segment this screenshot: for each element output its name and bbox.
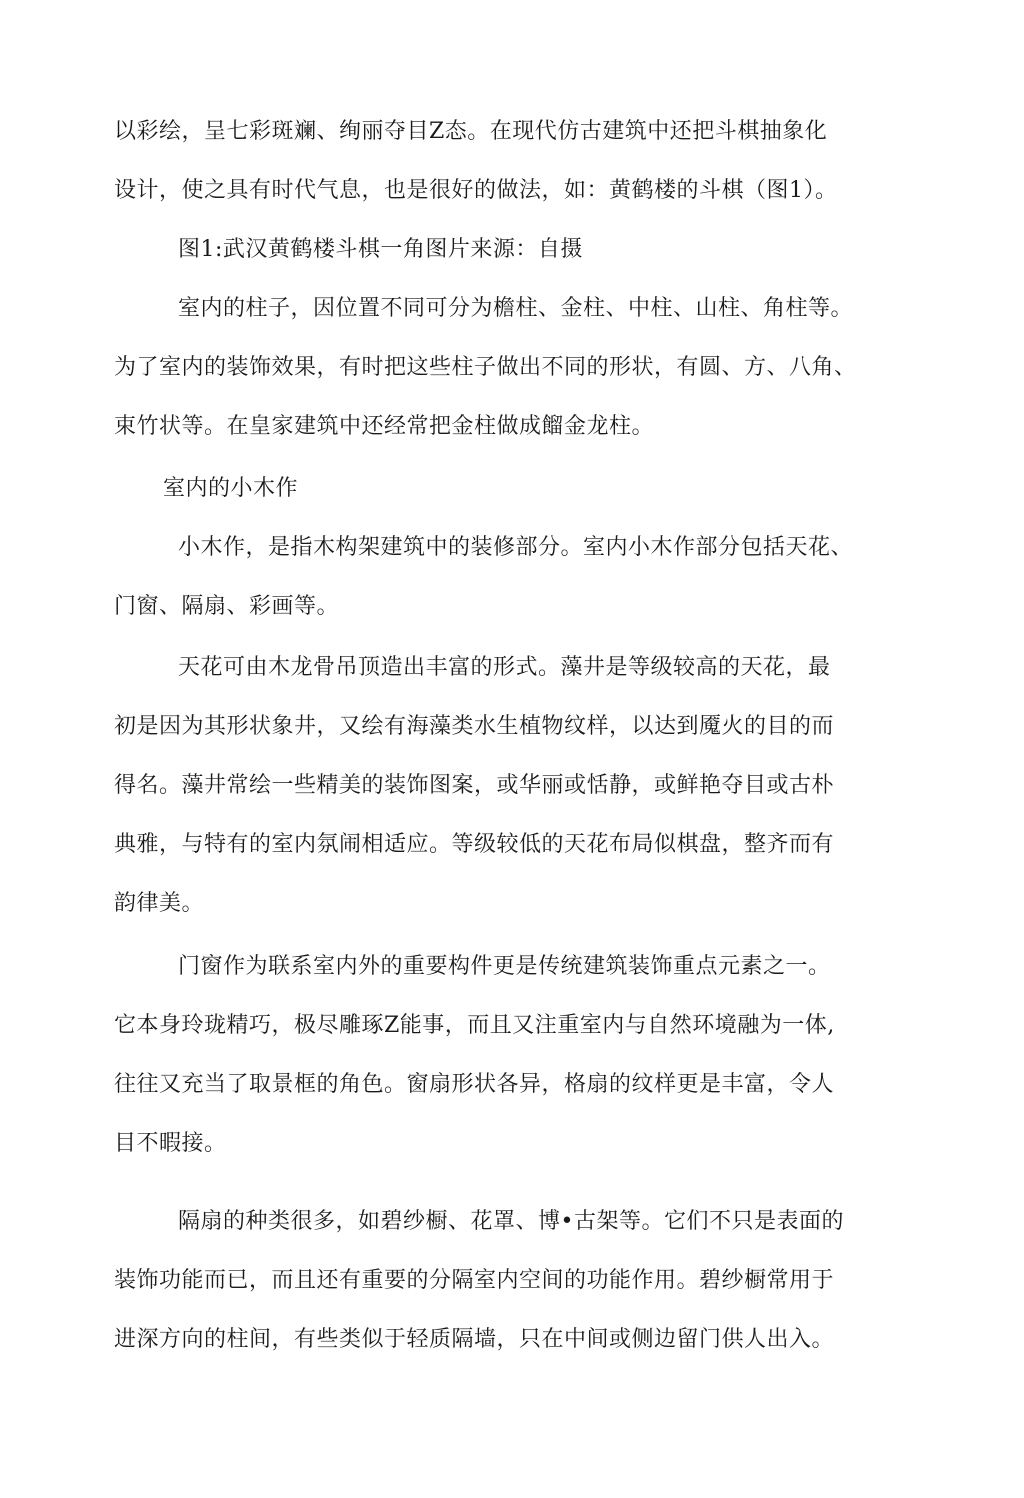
section-heading: 室内的小木作 — [163, 476, 299, 501]
text-line: 目不暇接。 — [114, 1131, 227, 1156]
text-line: 初是因为其形状象井，又绘有海藻类水生植物纹样，以达到魇火的目的而 — [114, 714, 835, 739]
text-line: 隔扇的种类很多，如碧纱橱、花罩、博•古架等。它们不只是表面的 — [178, 1209, 844, 1234]
text-line: 以彩绘，呈七彩斑斓、绚丽夺目Z态。在现代仿古建筑中还把斗棋抽象化 — [114, 119, 828, 144]
figure-caption: 图1:武汉黄鹤楼斗棋一角图片来源：自摄 — [178, 237, 583, 262]
text-line: 进深方向的柱间，有些类似于轻质隔墙，只在中间或侧边留门供人出入。 — [114, 1327, 835, 1352]
text-line: 得名。藻井常绘一些精美的装饰图案，或华丽或恬静，或鲜艳夺目或古朴 — [114, 773, 835, 798]
text-line: 装饰功能而已，而且还有重要的分隔室内空间的功能作用。碧纱橱常用于 — [114, 1268, 835, 1293]
text-line: 小木作，是指木构架建筑中的装修部分。室内小木作部分包括天花、 — [178, 535, 854, 560]
text-line: 韵律美。 — [114, 891, 205, 916]
text-line: 门窗作为联系室内外的重要构件更是传统建筑装饰重点元素之一。 — [178, 954, 831, 979]
text-line: 为了室内的装饰效果，有时把这些柱子做出不同的形状，有圆、方、八角、 — [114, 355, 857, 380]
text-line: 设计，使之具有时代气息，也是很好的做法，如：黄鹤楼的斗棋（图1）。 — [114, 178, 838, 203]
text-line: 往往又充当了取景框的角色。窗扇形状各异，格扇的纹样更是丰富，令人 — [114, 1072, 835, 1097]
text-line: 典雅，与特有的室内氛闹相适应。等级较低的天花布局似棋盘，整齐而有 — [114, 832, 835, 857]
text-line: 它本身玲珑精巧，极尽雕琢Z能事，而且又注重室内与自然环境融为一体, — [114, 1013, 835, 1038]
text-line: 室内的柱子，因位置不同可分为檐柱、金柱、中柱、山柱、角柱等。 — [178, 296, 854, 321]
text-line: 门窗、隔扇、彩画等。 — [114, 594, 340, 619]
text-line: 束竹状等。在皇家建筑中还经常把金柱做成餾金龙柱。 — [114, 414, 655, 439]
text-line: 天花可由木龙骨吊顶造出丰富的形式。藻井是等级较高的天花，最 — [178, 655, 831, 680]
